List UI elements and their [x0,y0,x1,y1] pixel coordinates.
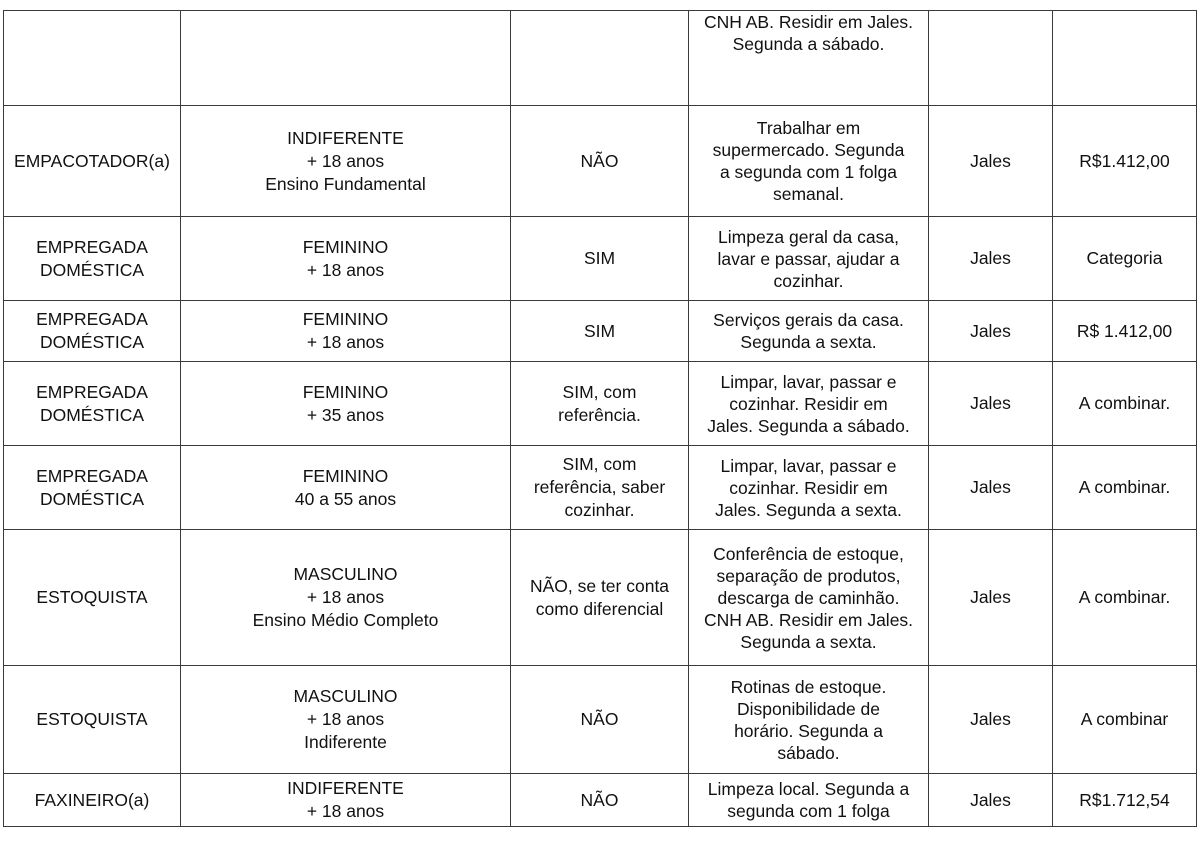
experience-cell: NÃO [511,774,689,827]
experience-cell: NÃO, se ter conta como diferencial [511,530,689,666]
job-title-cell: EMPACOTADOR(a) [4,106,181,217]
salary-cell: A combinar. [1053,446,1197,530]
table-row [4,217,1197,301]
salary-cell: R$1.712,54 [1053,774,1197,827]
city-cell: Jales [929,301,1053,362]
profile-cell: FEMININO + 18 anos [181,301,511,362]
salary-cell: A combinar. [1053,530,1197,666]
city-cell: Jales [929,106,1053,217]
profile-cell: INDIFERENTE + 18 anos Ensino Fundamental [181,106,511,217]
profile-cell: INDIFERENTE + 18 anos [181,774,511,827]
experience-cell: NÃO [511,106,689,217]
experience-cell: SIM, com referência. [511,362,689,446]
experience-cell: SIM, com referência, saber cozinhar. [511,446,689,530]
city-cell: Jales [929,530,1053,666]
table-row [4,446,1197,530]
job-title-cell: EMPREGADA DOMÉSTICA [4,217,181,301]
description-cell: Serviços gerais da casa. Segunda a sexta. [689,301,929,362]
salary-cell: A combinar. [1053,362,1197,446]
job-title-cell: EMPREGADA DOMÉSTICA [4,446,181,530]
salary-cell: A combinar [1053,666,1197,774]
salary-cell [1053,11,1197,106]
table-row [4,530,1197,666]
description-cell: Limpar, lavar, passar e cozinhar. Residir em Jales. Segunda a sexta. [689,446,929,530]
description-cell: Limpar, lavar, passar e cozinhar. Residir em Jales. Segunda a sábado. [689,362,929,446]
table-row [4,301,1197,362]
table-row [4,774,1197,827]
table-row [4,106,1197,217]
description-cell: Conferência de estoque, separação de produtos, descarga de caminhão. CNH AB. Residir em Jales. Segunda a sexta. [689,530,929,666]
city-cell: Jales [929,666,1053,774]
job-title-cell: FAXINEIRO(a) [4,774,181,827]
profile-cell: MASCULINO + 18 anos Ensino Médio Completo [181,530,511,666]
salary-cell: R$ 1.412,00 [1053,301,1197,362]
city-cell: Jales [929,362,1053,446]
profile-cell: MASCULINO + 18 anos Indiferente [181,666,511,774]
experience-cell [511,11,689,106]
table-row [4,11,1197,106]
experience-cell: SIM [511,301,689,362]
job-title-cell: EMPREGADA DOMÉSTICA [4,362,181,446]
job-title-cell [4,11,181,106]
profile-cell: FEMININO + 18 anos [181,217,511,301]
city-cell [929,11,1053,106]
experience-cell: NÃO [511,666,689,774]
table-row [4,362,1197,446]
salary-cell: R$1.412,00 [1053,106,1197,217]
table-row [4,666,1197,774]
profile-cell: FEMININO 40 a 55 anos [181,446,511,530]
experience-cell: SIM [511,217,689,301]
job-title-cell: ESTOQUISTA [4,530,181,666]
job-title-cell: ESTOQUISTA [4,666,181,774]
salary-cell: Categoria [1053,217,1197,301]
job-title-cell: EMPREGADA DOMÉSTICA [4,301,181,362]
description-cell: Limpeza geral da casa, lavar e passar, ajudar a cozinhar. [689,217,929,301]
city-cell: Jales [929,774,1053,827]
description-cell: CNH AB. Residir em Jales. Segunda a sábado. [689,11,929,106]
profile-cell: FEMININO + 35 anos [181,362,511,446]
description-cell: Limpeza local. Segunda a segunda com 1 folga [689,774,929,827]
profile-cell [181,11,511,106]
description-cell: Trabalhar em supermercado. Segunda a segunda com 1 folga semanal. [689,106,929,217]
description-cell: Rotinas de estoque. Disponibilidade de horário. Segunda a sábado. [689,666,929,774]
city-cell: Jales [929,217,1053,301]
city-cell: Jales [929,446,1053,530]
job-listings-table [3,10,1197,827]
